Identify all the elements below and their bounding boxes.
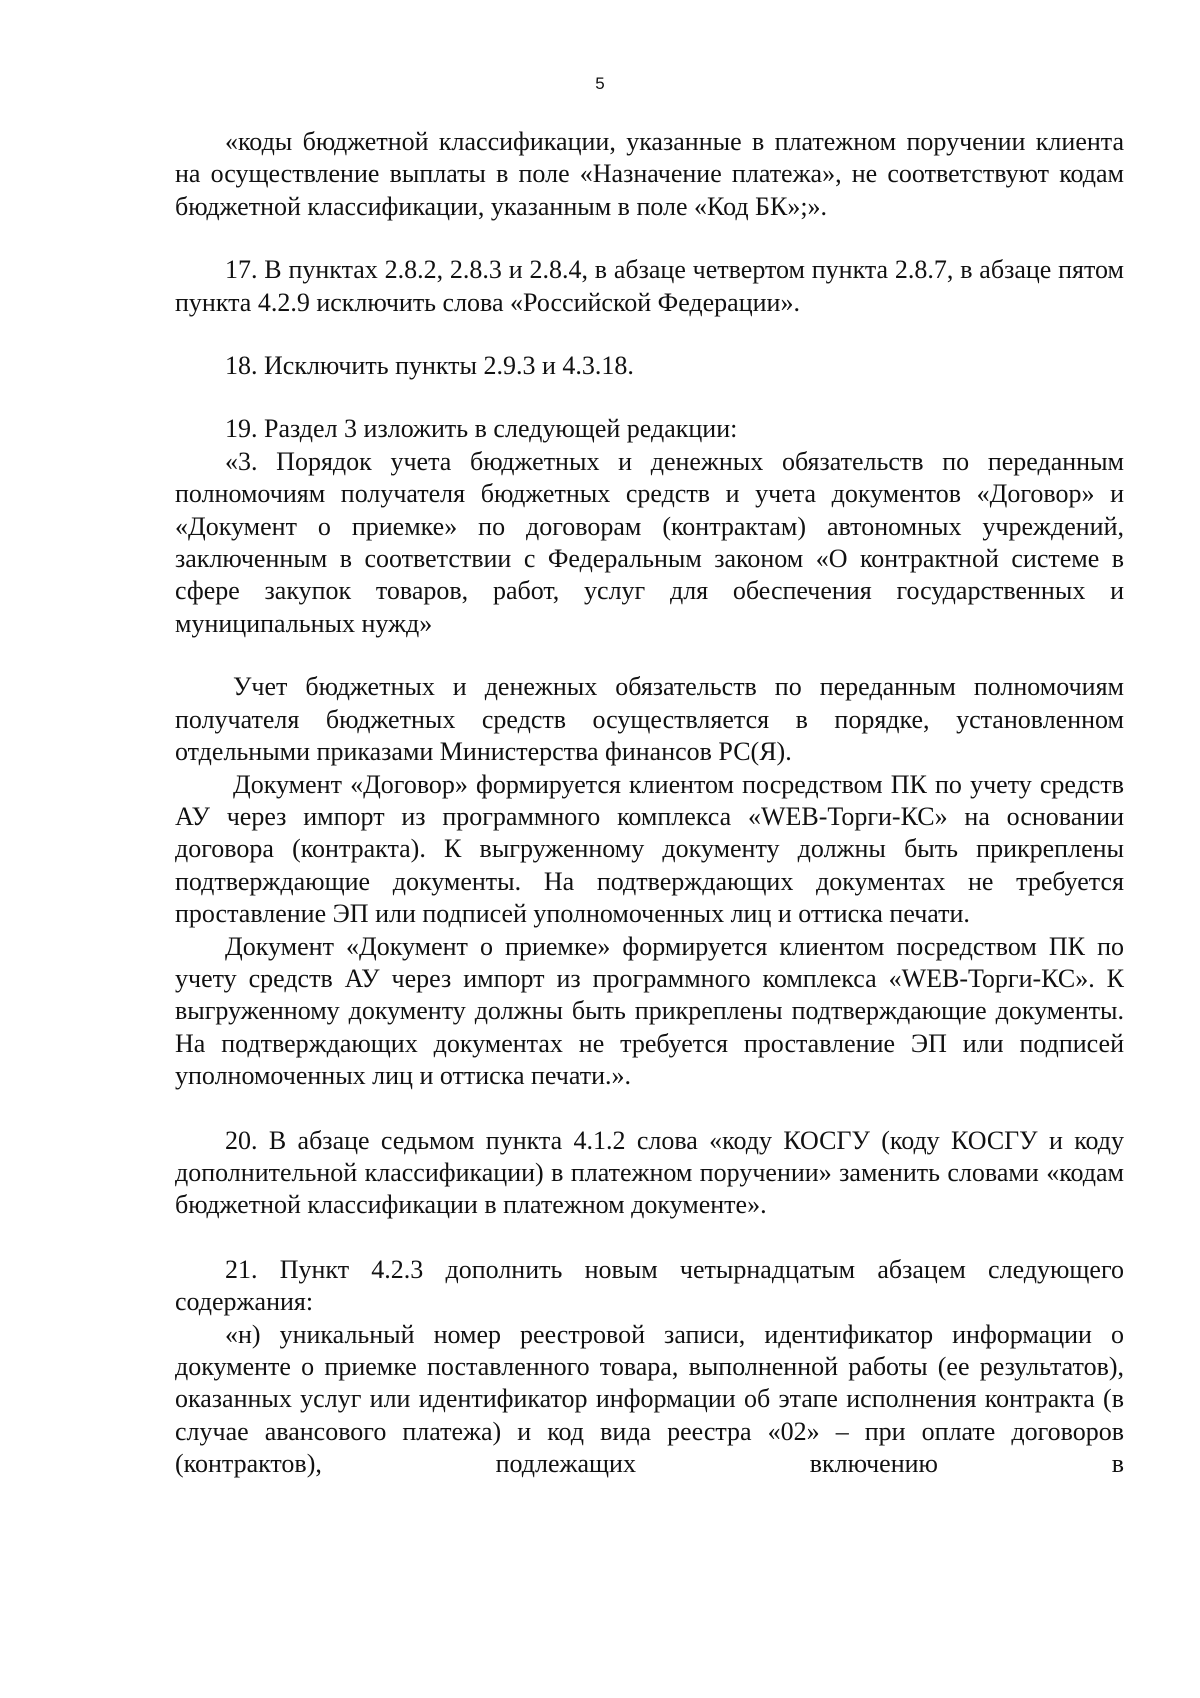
- paragraph-item-19: 19. Раздел 3 изложить в следующей редакции:: [225, 414, 738, 444]
- paragraph-document-acceptance: Документ «Документ о приемке» формируется клиентом посредством ПК по учету средств АУ через импорт из программного комплекса «WEB-Торги-КС». К выгруженному документу должны быть прикреплены подтверждающие документы. На подтверждающих документах не требуется проставление ЭП или подписей уполномоченных лиц и оттиска печати.».: [175, 931, 1124, 1091]
- paragraph-section-3-title: «3. Порядок учета бюджетных и денежных обязательств по переданным полномочиям получателя бюджетных средств и учета документов «Договор» и «Документ о приемке» по договорам (контрактам) автономных учреждений, заключенным в соответствии с Федеральным законом «О контрактной системе в сфере закупок товаров, работ, услуг для обеспечения государственных и муниципальных нужд»: [175, 446, 1124, 638]
- paragraph-item-17: 17. В пунктах 2.8.2, 2.8.3 и 2.8.4, в абзаце четвертом пункта 2.8.7, в абзаце пятом пункта 4.2.9 исключить слова «Российской Федерации».: [175, 255, 1124, 317]
- paragraph-kbk-quote: «коды бюджетной классификации, указанные в платежном поручении клиента на осуществление выплаты в поле «Назначение платежа», не соответствуют кодам бюджетной классификации, указанным в поле «Код БК»;».: [175, 127, 1124, 221]
- paragraph-section-3-accounting: Учет бюджетных и денежных обязательств по переданным полномочиям получателя бюджетных средств осуществляется в порядке, установленном отдельными приказами Министерства финансов РС(Я).: [175, 672, 1124, 767]
- page-number: 5: [595, 74, 605, 93]
- paragraph-item-18: 18. Исключить пункты 2.9.3 и 4.3.18.: [225, 351, 634, 381]
- paragraph-item-21-n: «н) уникальный номер реестровой записи, идентификатор информации о документе о приемке поставленного товара, выполненной работы (ее результатов), оказанных услуг или идентификатор информации об этапе исполнения контракта (в случае авансового платежа) и код вида реестра «02» – при оплате договоров (контрактов), подлежащих включению в: [175, 1319, 1124, 1479]
- paragraph-item-21: 21. Пункт 4.2.3 дополнить новым четырнадцатым абзацем следующего содержания:: [175, 1254, 1124, 1317]
- document-body: [175, 126, 1124, 1481]
- paragraph-document-contract: Документ «Договор» формируется клиентом посредством ПК по учету средств АУ через импорт из программного комплекса «WEB-Торги-КС» на основании договора (контракта). К выгруженному документу должны быть прикреплены подтверждающие документы. На подтверждающих документах не требуется проставление ЭП или подписей уполномоченных лиц и оттиска печати.: [175, 769, 1124, 929]
- paragraph-item-20: 20. В абзаце седьмом пункта 4.1.2 слова «коду КОСГУ (коду КОСГУ и коду дополнительной классификации) в платежном поручении» заменить словами «кодам бюджетной классификации в платежном документе».: [175, 1125, 1124, 1220]
